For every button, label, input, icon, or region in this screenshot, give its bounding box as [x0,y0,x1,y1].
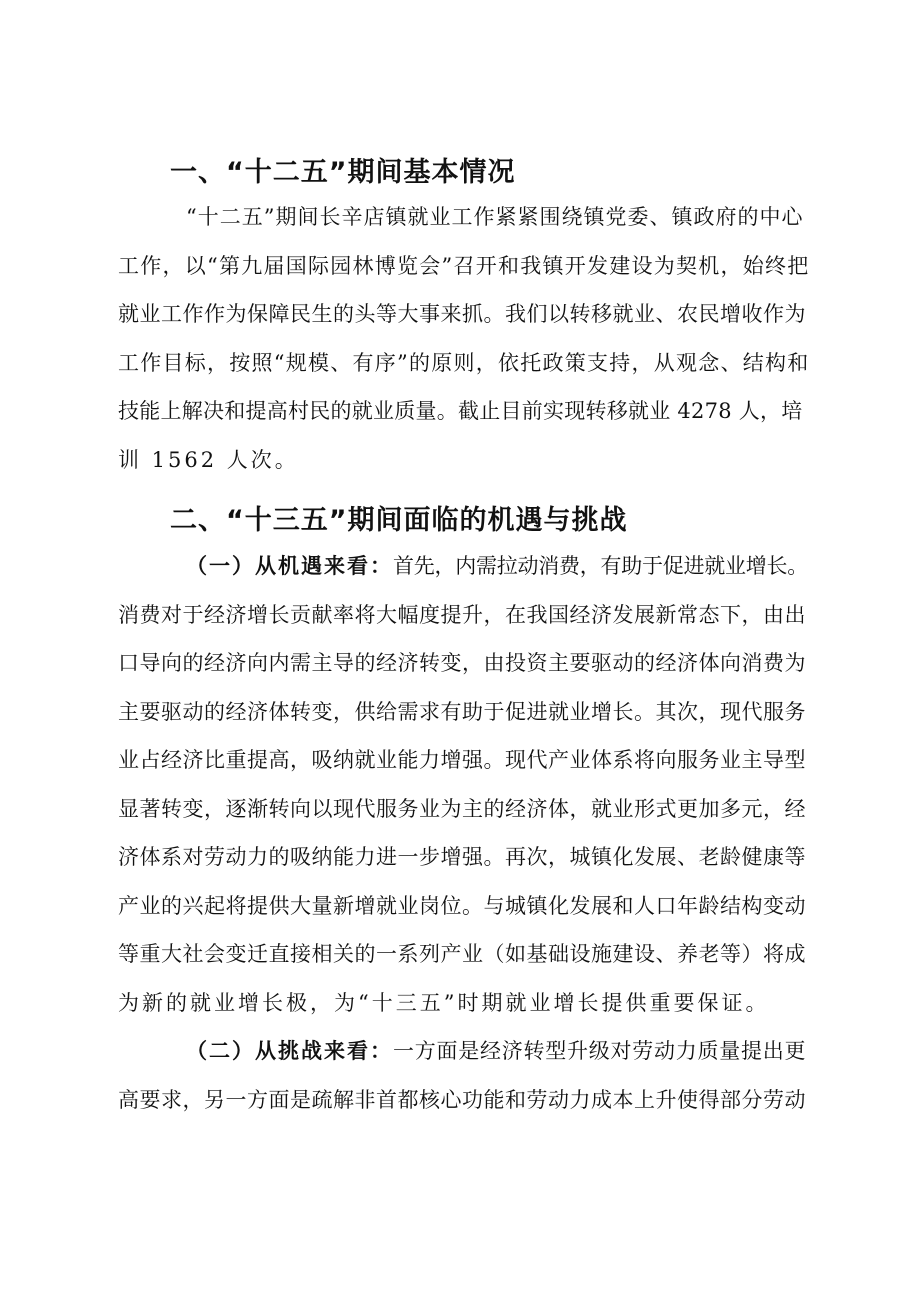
paragraph-line [118,1027,808,1076]
paragraph-line: 济体系对劳动力的吸纳能力进一步增强。再次，城镇化发展、老龄健康等 [118,845,806,869]
paragraph-opportunities [118,542,808,1027]
paragraph-basic-situation [118,193,808,484]
paragraph-line: 工作目标，按照“规模、有序”的原则，依托政策支持，从观念、结构和 [118,350,810,375]
paragraph-line: 消费对于经济增长贡献率将大幅度提升，在我国经济发展新常态下，由出 [118,602,806,627]
paragraph-line: 等重大社会变迁直接相关的一系列产业（如基础设施建设、养老等）将成 [118,942,806,966]
paragraph-lead: （二）从挑战来看： [186,1039,393,1063]
paragraph-line: 口导向的经济向内需主导的经济转变，由投资主要驱动的经济体向消费为 [118,651,806,675]
paragraph-line: 工作，以“第九届国际园林博览会”召开和我镇开发建设为契机，始终把 [118,253,810,278]
paragraph-line: 训 1562 人次。 [118,447,299,472]
paragraph-challenges [118,1027,808,1124]
paragraph-line: 业占经济比重提高，吸纳就业能力增强。现代产业体系将向服务业主导型 [118,748,806,772]
paragraph-line: 为新的就业增长极，为“十三五”时期就业增长提供重要保证。 [118,990,770,1015]
paragraph-line: 技能上解决和提高村民的就业质量。截止目前实现转移就业 4278 人，培 [118,399,803,423]
paragraph-line: 就业工作作为保障民生的头等大事来抓。我们以转移就业、农民增收作为 [118,302,806,326]
paragraph-text: 一方面是经济转型升级对劳动力质量提出更 [393,1039,807,1063]
paragraph-line: 显著转变，逐渐转向以现代服务业为主的经济体，就业形式更加多元，经 [118,796,806,821]
section-heading-2: 二、“十三五”期间面临的机遇与挑战 [170,505,628,536]
section-heading-1: 一、“十二五”期间基本情况 [170,157,516,188]
paragraph-line [118,542,808,591]
paragraph-line: 主要驱动的经济体转变，供给需求有助于促进就业增长。其次，现代服务 [118,699,806,724]
paragraph-line: “十二五”期间长辛店镇就业工作紧紧围绕镇党委、镇政府的中心 [186,205,804,229]
paragraph-lead: （一）从机遇来看： [186,554,393,578]
paragraph-line: 产业的兴起将提供大量新增就业岗位。与城镇化发展和人口年龄结构变动 [118,893,806,918]
paragraph-text: 首先，内需拉动消费，有助于促进就业增长。 [393,554,808,578]
paragraph-line: 高要求，另一方面是疏解非首都核心功能和劳动力成本上升使得部分劳动 [118,1087,806,1112]
